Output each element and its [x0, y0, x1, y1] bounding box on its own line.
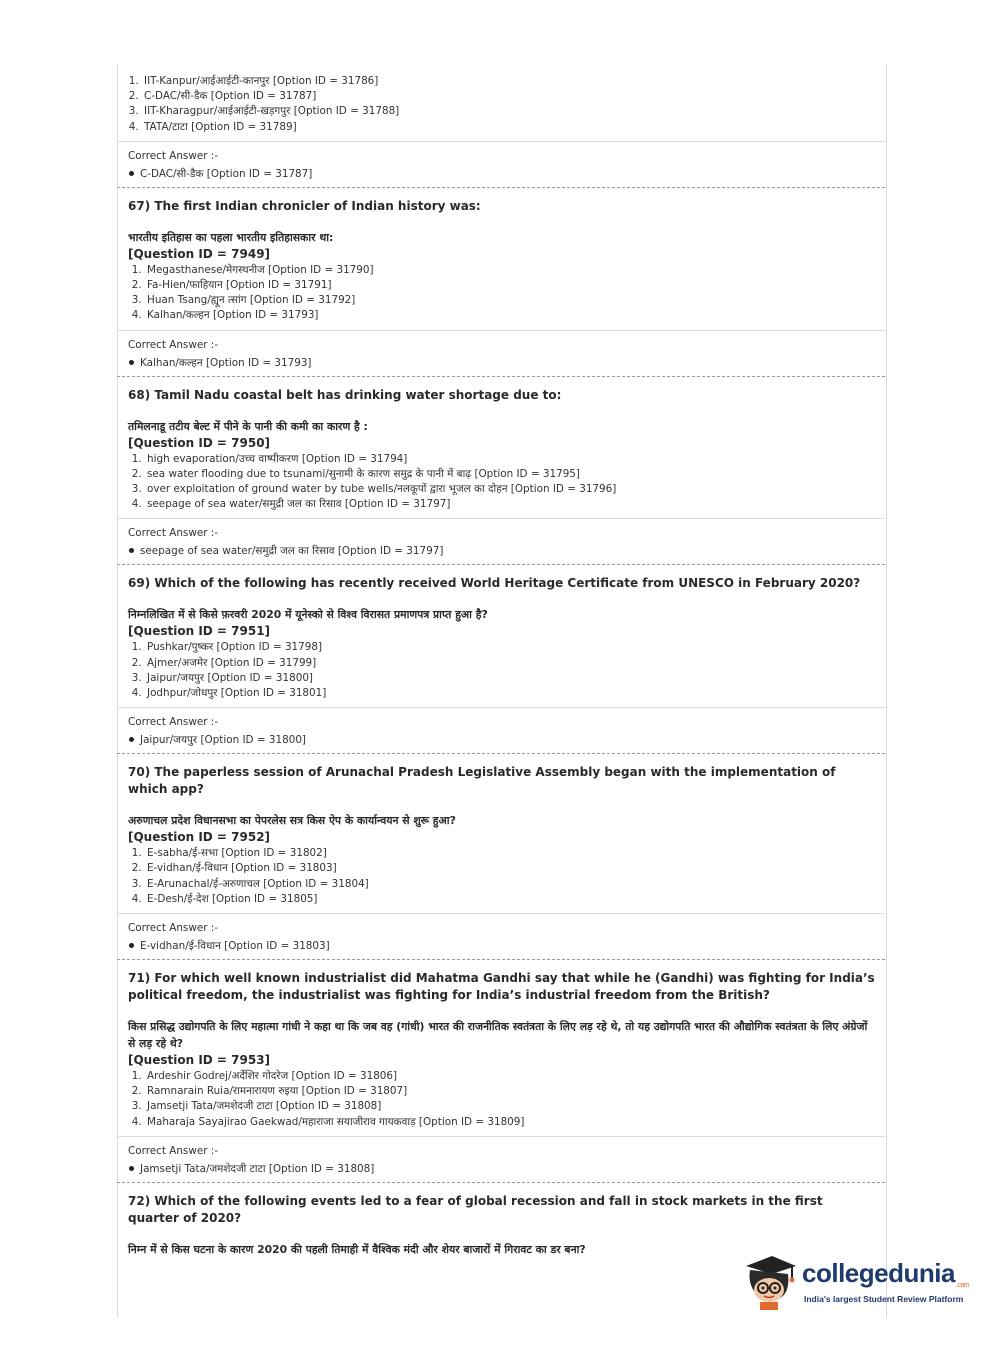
option-item: 2. E-vidhan/ई-विधान [Option ID = 31803]	[145, 861, 877, 876]
correct-answer-label: Correct Answer :-	[128, 922, 219, 935]
correct-answer-block	[125, 519, 877, 564]
question-text-en: 69) Which of the following has recently received World Heritage Certificate from UNESCO in February 2020?	[128, 576, 861, 591]
correct-answer-label: Correct Answer :-	[128, 527, 219, 540]
option-list	[128, 263, 877, 324]
option-list	[128, 846, 877, 907]
correct-answer-block	[125, 142, 877, 187]
option-item: 2. C-DAC/सी-डैक [Option ID = 31787]	[142, 89, 877, 104]
correct-answer: seepage of sea water/समुद्री जल का रिसाव [Option ID = 31797]	[128, 544, 877, 559]
bullet-icon	[129, 737, 134, 742]
bullet-icon	[129, 171, 134, 176]
correct-answer-label: Correct Answer :-	[128, 1144, 219, 1157]
document-content	[125, 72, 877, 1264]
option-item: 1. Ardeshir Godrej/अर्देशिर गोदरेज [Option ID = 31806]	[145, 1069, 877, 1084]
correct-answer-block	[125, 331, 877, 376]
question-id: [Question ID = 7950]	[128, 435, 271, 450]
option-item: 2. Fa-Hien/फाहियान [Option ID = 31791]	[145, 278, 877, 293]
option-list	[128, 1069, 877, 1130]
question-id: [Question ID = 7951]	[128, 624, 271, 639]
correct-answer-block	[125, 1137, 877, 1182]
logo-tagline: India's largest Student Review Platform	[804, 1294, 964, 1304]
correct-answer-label: Correct Answer :-	[128, 338, 219, 351]
question-block	[125, 188, 877, 330]
option-item: 3. IIT-Kharagpur/आईआईटी-खड़गपुर [Option ID = 31788]	[142, 104, 877, 119]
option-list	[128, 640, 877, 701]
logo-wordmark: collegedunia.com	[802, 1258, 970, 1289]
bullet-icon	[129, 1166, 134, 1171]
correct-answer-label: Correct Answer :-	[128, 149, 219, 162]
option-item: 1. Megasthanese/मेगस्थनीज [Option ID = 31790]	[145, 263, 877, 278]
correct-answer: Jamsetji Tata/जमशेदजी टाटा [Option ID = 31808]	[128, 1162, 877, 1177]
option-item: 4. TATA/टाटा [Option ID = 31789]	[142, 120, 877, 135]
bullet-icon	[129, 548, 134, 553]
question-text-en: 72) Which of the following events led to a fear of global recession and fall in stock markets in the first quarter of 2020?	[128, 1193, 823, 1225]
option-item: 3. Jamsetji Tata/जमशेदजी टाटा [Option ID = 31808]	[145, 1099, 877, 1114]
option-item: 3. Huan Tsang/ह्यून त्सांग [Option ID = 31792]	[145, 293, 877, 308]
option-item: 3. over exploitation of ground water by tube wells/नलकूपों द्वारा भूजल का दोहन [Option ID = 31796]	[145, 482, 877, 497]
collegedunia-logo	[740, 1252, 970, 1314]
question-text-hi: तमिलनाडू तटीय बेल्ट में पीने के पानी की कमी का कारण है :	[128, 419, 368, 433]
question-block	[125, 377, 877, 519]
question-text-hi: निम्नलिखित में से किसे फ़रवरी 2020 में यूनेस्को से विश्व विरासत प्रमाणपत्र प्राप्त हुआ है?	[128, 608, 488, 622]
question-text-en: 71) For which well known industrialist did Mahatma Gandhi say that while he (Gandhi) was fighting for India’s political freedom, the industrialist was fighting for India’s industrial freedom from the British?	[128, 971, 875, 1003]
question-id: [Question ID = 7949]	[128, 246, 271, 261]
question-text-hi: निम्न में से किस घटना के कारण 2020 की पहली तिमाही में वैश्विक मंदी और शेयर बाजारों में गिरावट का डर बना?	[128, 1242, 586, 1256]
correct-answer: C-DAC/सी-डैक [Option ID = 31787]	[128, 167, 877, 182]
option-item: 1. E-sabha/ई-सभा [Option ID = 31802]	[145, 846, 877, 861]
question-text-en: 68) Tamil Nadu coastal belt has drinking water shortage due to:	[128, 387, 562, 402]
question-id: [Question ID = 7952]	[128, 830, 271, 845]
question-text-hi: किस प्रसिद्ध उद्योगपति के लिए महात्मा गांधी ने कहा था कि जब वह (गांधी) भारत की राजनीतिक स्वतंत्रता के लिए लड़ रहे थे, तो यह उद्योगपति भारत की औद्योगिक स्वतंत्रता के लिए अंग्रेजों से लड़ रहे थे?	[128, 1020, 868, 1051]
correct-answer: E-vidhan/ई-विधान [Option ID = 31803]	[128, 939, 877, 954]
question-block	[125, 754, 877, 913]
option-item: 2. Ramnarain Ruia/रामनारायण रुइया [Option ID = 31807]	[145, 1084, 877, 1099]
option-item: 4. Maharaja Sayajirao Gaekwad/महाराजा सयाजीराव गायकवाड़ [Option ID = 31809]	[145, 1115, 877, 1130]
option-item: 4. seepage of sea water/समुद्री जल का रिसाव [Option ID = 31797]	[145, 497, 877, 512]
correct-answer: Kalhan/कल्हन [Option ID = 31793]	[128, 356, 877, 371]
question-block	[125, 960, 877, 1136]
option-item: 2. sea water flooding due to tsunami/सुनामी के कारण समुद्र के पानी में बाढ़ [Option ID = 31795]	[145, 467, 877, 482]
option-item: 4. Kalhan/कल्हन [Option ID = 31793]	[145, 308, 877, 323]
prev-question-options	[125, 72, 877, 141]
option-item: 4. Jodhpur/जोधपुर [Option ID = 31801]	[145, 686, 877, 701]
option-item: 1. IIT-Kanpur/आईआईटी-कानपुर [Option ID = 31786]	[142, 74, 877, 89]
option-item: 4. E-Desh/ई-देश [Option ID = 31805]	[145, 892, 877, 907]
correct-answer-label: Correct Answer :-	[128, 716, 219, 729]
bullet-icon	[129, 360, 134, 365]
option-item: 1. high evaporation/उच्च वाष्पीकरण [Option ID = 31794]	[145, 452, 877, 467]
option-item: 2. Ajmer/अजमेर [Option ID = 31799]	[145, 656, 877, 671]
correct-answer: Jaipur/जयपुर [Option ID = 31800]	[128, 733, 877, 748]
option-item: 3. Jaipur/जयपुर [Option ID = 31800]	[145, 671, 877, 686]
question-text-hi: भारतीय इतिहास का पहला भारतीय इतिहासकार था:	[128, 230, 334, 244]
question-text-en: 67) The first Indian chronicler of Indian history was:	[128, 198, 481, 213]
question-text-en: 70) The paperless session of Arunachal Pradesh Legislative Assembly began with the implementation of which app?	[128, 765, 836, 797]
question-text-hi: अरुणाचल प्रदेश विधानसभा का पेपरलेस सत्र किस ऐप के कार्यान्वयन से शुरू हुआ?	[128, 814, 456, 828]
bullet-icon	[129, 943, 134, 948]
option-item: 3. E-Arunachal/ई-अरुणाचल [Option ID = 31804]	[145, 877, 877, 892]
question-block	[125, 565, 877, 707]
mascot-icon	[740, 1252, 800, 1312]
option-item: 1. Pushkar/पुष्कर [Option ID = 31798]	[145, 640, 877, 655]
question-id: [Question ID = 7953]	[128, 1053, 271, 1068]
option-list	[128, 452, 877, 513]
correct-answer-block	[125, 708, 877, 753]
correct-answer-block	[125, 914, 877, 959]
